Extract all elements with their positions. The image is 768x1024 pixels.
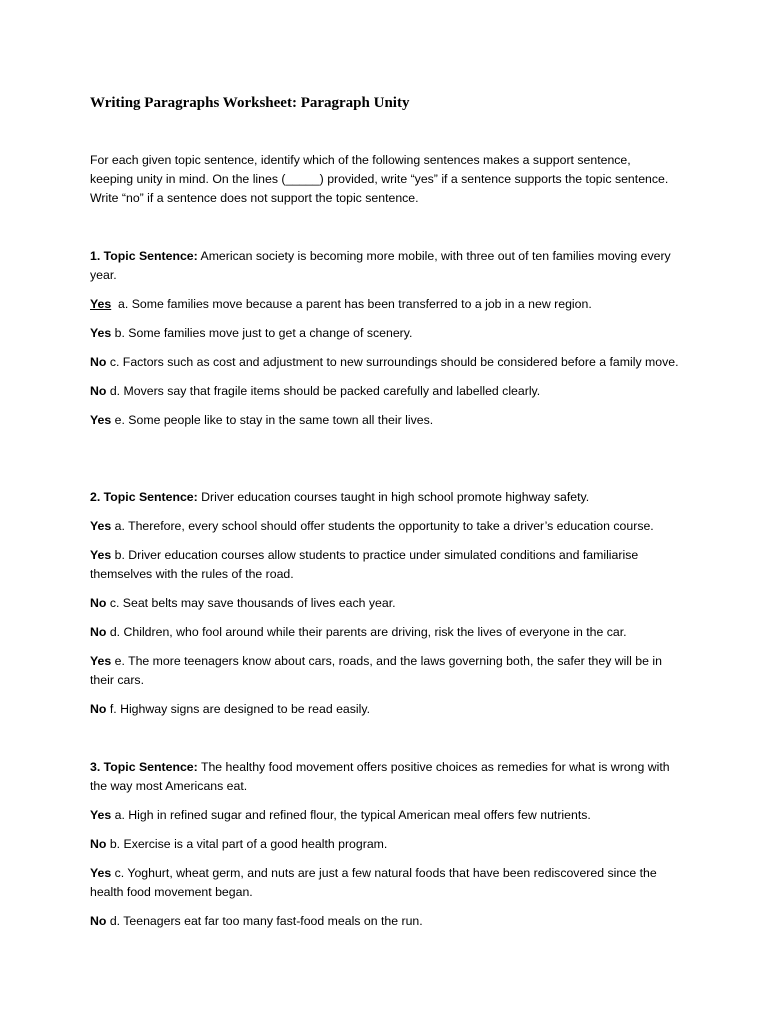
item-text: c. Seat belts may save thousands of lives each year. — [106, 596, 396, 610]
page-title: Writing Paragraphs Worksheet: Paragraph Unity — [90, 95, 410, 111]
item-text: f. Highway signs are designed to be read easily. — [106, 702, 371, 716]
item-text: d. Teenagers eat far too many fast-food meals on the run. — [106, 914, 423, 928]
list-item — [90, 806, 682, 825]
section-3 — [90, 758, 682, 941]
topic-sentence — [90, 758, 682, 796]
answer-yes: Yes — [90, 297, 112, 311]
list-item — [90, 546, 682, 584]
section-1 — [90, 247, 682, 440]
list-item — [90, 594, 682, 613]
list-item — [90, 912, 682, 931]
list-item — [90, 700, 682, 719]
topic-text: The healthy food movement offers positive choices as remedies for what is wrong with the way most Americans eat. — [90, 760, 670, 793]
topic-sentence — [90, 488, 682, 507]
item-text: e. The more teenagers know about cars, roads, and the laws governing both, the safer they will be in their cars. — [90, 654, 662, 687]
item-text: d. Children, who fool around while their parents are driving, risk the lives of everyone in the car. — [106, 625, 627, 639]
answer-yes: Yes — [90, 519, 112, 533]
answer-yes: Yes — [90, 413, 112, 427]
topic-sentence — [90, 247, 682, 285]
list-item — [90, 382, 682, 401]
item-text: c. Yoghurt, wheat germ, and nuts are just a few natural foods that have been rediscovered since the health food movement began. — [90, 866, 657, 899]
answer-yes: Yes — [90, 808, 112, 822]
list-item — [90, 623, 682, 642]
topic-label: 3. Topic Sentence: — [90, 760, 198, 774]
answer-no: No — [90, 596, 107, 610]
answer-no: No — [90, 702, 107, 716]
answer-no: No — [90, 384, 107, 398]
answer-no: No — [90, 914, 107, 928]
list-item — [90, 353, 682, 372]
list-item — [90, 652, 682, 690]
topic-text: Driver education courses taught in high school promote highway safety. — [197, 490, 590, 504]
item-text: b. Driver education courses allow students to practice under simulated conditions and familiarise themselves with the rules of the road. — [90, 548, 639, 581]
instructions: For each given topic sentence, identify which of the following sentences makes a support sentence, keeping unity in mind. On the lines (_____) provided, write “yes” if a sentence supports the topic sentence. Write “no” if a sentence does not support the topic sentence. — [90, 153, 669, 205]
item-text: a. High in refined sugar and refined flour, the typical American meal offers few nutrients. — [111, 808, 591, 822]
item-text: b. Some families move just to get a change of scenery. — [111, 326, 413, 340]
list-item — [90, 864, 682, 902]
topic-text: American society is becoming more mobile, with three out of ten families moving every year. — [90, 249, 671, 282]
list-item — [90, 517, 682, 536]
answer-no: No — [90, 625, 107, 639]
item-text: d. Movers say that fragile items should be packed carefully and labelled clearly. — [106, 384, 541, 398]
list-item — [90, 411, 682, 430]
list-item — [90, 324, 682, 343]
section-2 — [90, 488, 682, 729]
answer-yes: Yes — [90, 548, 112, 562]
item-text: b. Exercise is a vital part of a good health program. — [106, 837, 388, 851]
answer-no: No — [90, 355, 107, 369]
answer-yes: Yes — [90, 866, 112, 880]
topic-label: 1. Topic Sentence: — [90, 249, 198, 263]
list-item — [90, 295, 682, 314]
item-text: a. Therefore, every school should offer students the opportunity to take a driver’s education course. — [111, 519, 654, 533]
item-text: c. Factors such as cost and adjustment to new surroundings should be considered before a family move. — [106, 355, 679, 369]
answer-yes: Yes — [90, 654, 112, 668]
item-text: e. Some people like to stay in the same town all their lives. — [111, 413, 434, 427]
topic-label: 2. Topic Sentence: — [90, 490, 198, 504]
list-item — [90, 835, 682, 854]
item-text: a. Some families move because a parent has been transferred to a job in a new region. — [111, 297, 592, 311]
answer-yes: Yes — [90, 326, 112, 340]
answer-no: No — [90, 837, 107, 851]
